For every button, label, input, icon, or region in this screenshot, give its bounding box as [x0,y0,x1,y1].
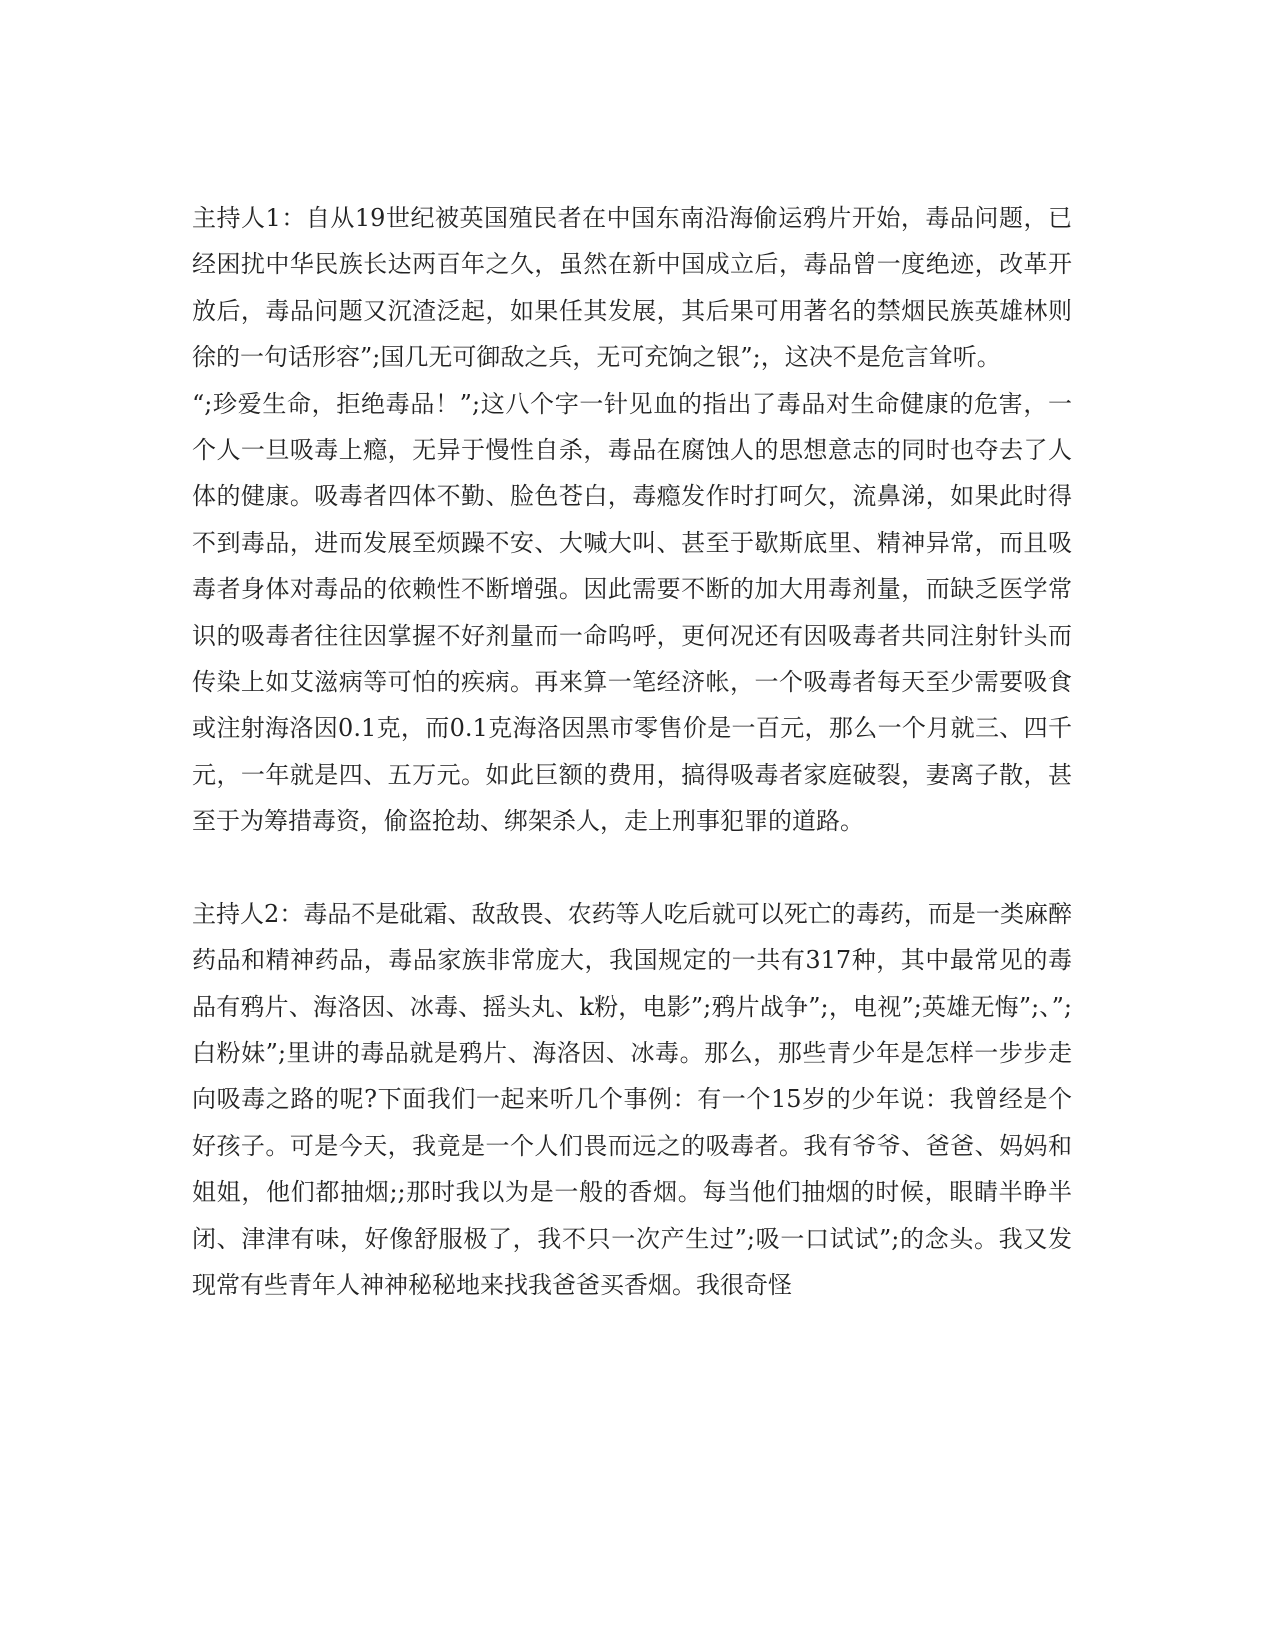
paragraph-host2: 主持人2：毒品不是砒霜、敌敌畏、农药等人吃后就可以死亡的毒药，而是一类麻醉药品和精神药品，毒品家族非常庞大，我国规定的一共有317种，其中最常见的毒品有鸦片、海洛因、冰毒、摇头丸、k粉，电影”;鸦片战争”;，电视”;英雄无悔”;、”;白粉妹”;里讲的毒品就是鸦片、海洛因、冰毒。那么，那些青少年是怎样一步步走向吸毒之路的呢?下面我们一起来听几个事例：有一个15岁的少年说：我曾经是个好孩子。可是今天，我竟是一个人们畏而远之的吸毒者。我有爷爷、爸爸、妈妈和姐姐，他们都抽烟;;那时我以为是一般的香烟。每当他们抽烟的时候，眼睛半睁半闭、津津有味，好像舒服极了，我不只一次产生过”;吸一口试试”;的念头。我又发现常有些青年人神神秘秘地来找我爸爸买香烟。我很奇怪 [192,899,1072,1299]
paragraph-slogan: “;珍爱生命，拒绝毒品！”;这八个字一针见血的指出了毒品对生命健康的危害，一个人一旦吸毒上瘾，无异于慢性自杀，毒品在腐蚀人的思想意志的同时也夺去了人体的健康。吸毒者四体不勤、脸色苍白，毒瘾发作时打呵欠，流鼻涕，如果此时得不到毒品，进而发展至烦躁不安、大喊大叫、甚至于歇斯底里、精神异常，而且吸毒者身体对毒品的依赖性不断增强。因此需要不断的加大用毒剂量，而缺乏医学常识的吸毒者往往因掌握不好剂量而一命呜呼，更何况还有因吸毒者共同注射针头而传染上如艾滋病等可怕的疾病。再来算一笔经济帐，一个吸毒者每天至少需要吸食或注射海洛因0.1克，而0.1克海洛因黑市零售价是一百元，那么一个月就三、四千元，一年就是四、五万元。如此巨额的费用，搞得吸毒者家庭破裂，妻离子散，甚至于为筹措毒资，偷盗抢劫、绑架杀人，走上刑事犯罪的道路。 [192,389,1072,836]
document-body [192,195,1072,1308]
paragraph-spacer [192,845,1072,891]
paragraph-host1-intro: 主持人1：自从19世纪被英国殖民者在中国东南沿海偷运鸦片开始，毒品问题，已经困扰中华民族长达两百年之久，虽然在新中国成立后，毒品曾一度绝迹，改革开放后，毒品问题又沉渣泛起，如果任其发展，其后果可用著名的禁烟民族英雄林则徐的一句话形容”;国几无可御敌之兵，无可充饷之银”;，这决不是危言耸听。 [192,204,1072,372]
